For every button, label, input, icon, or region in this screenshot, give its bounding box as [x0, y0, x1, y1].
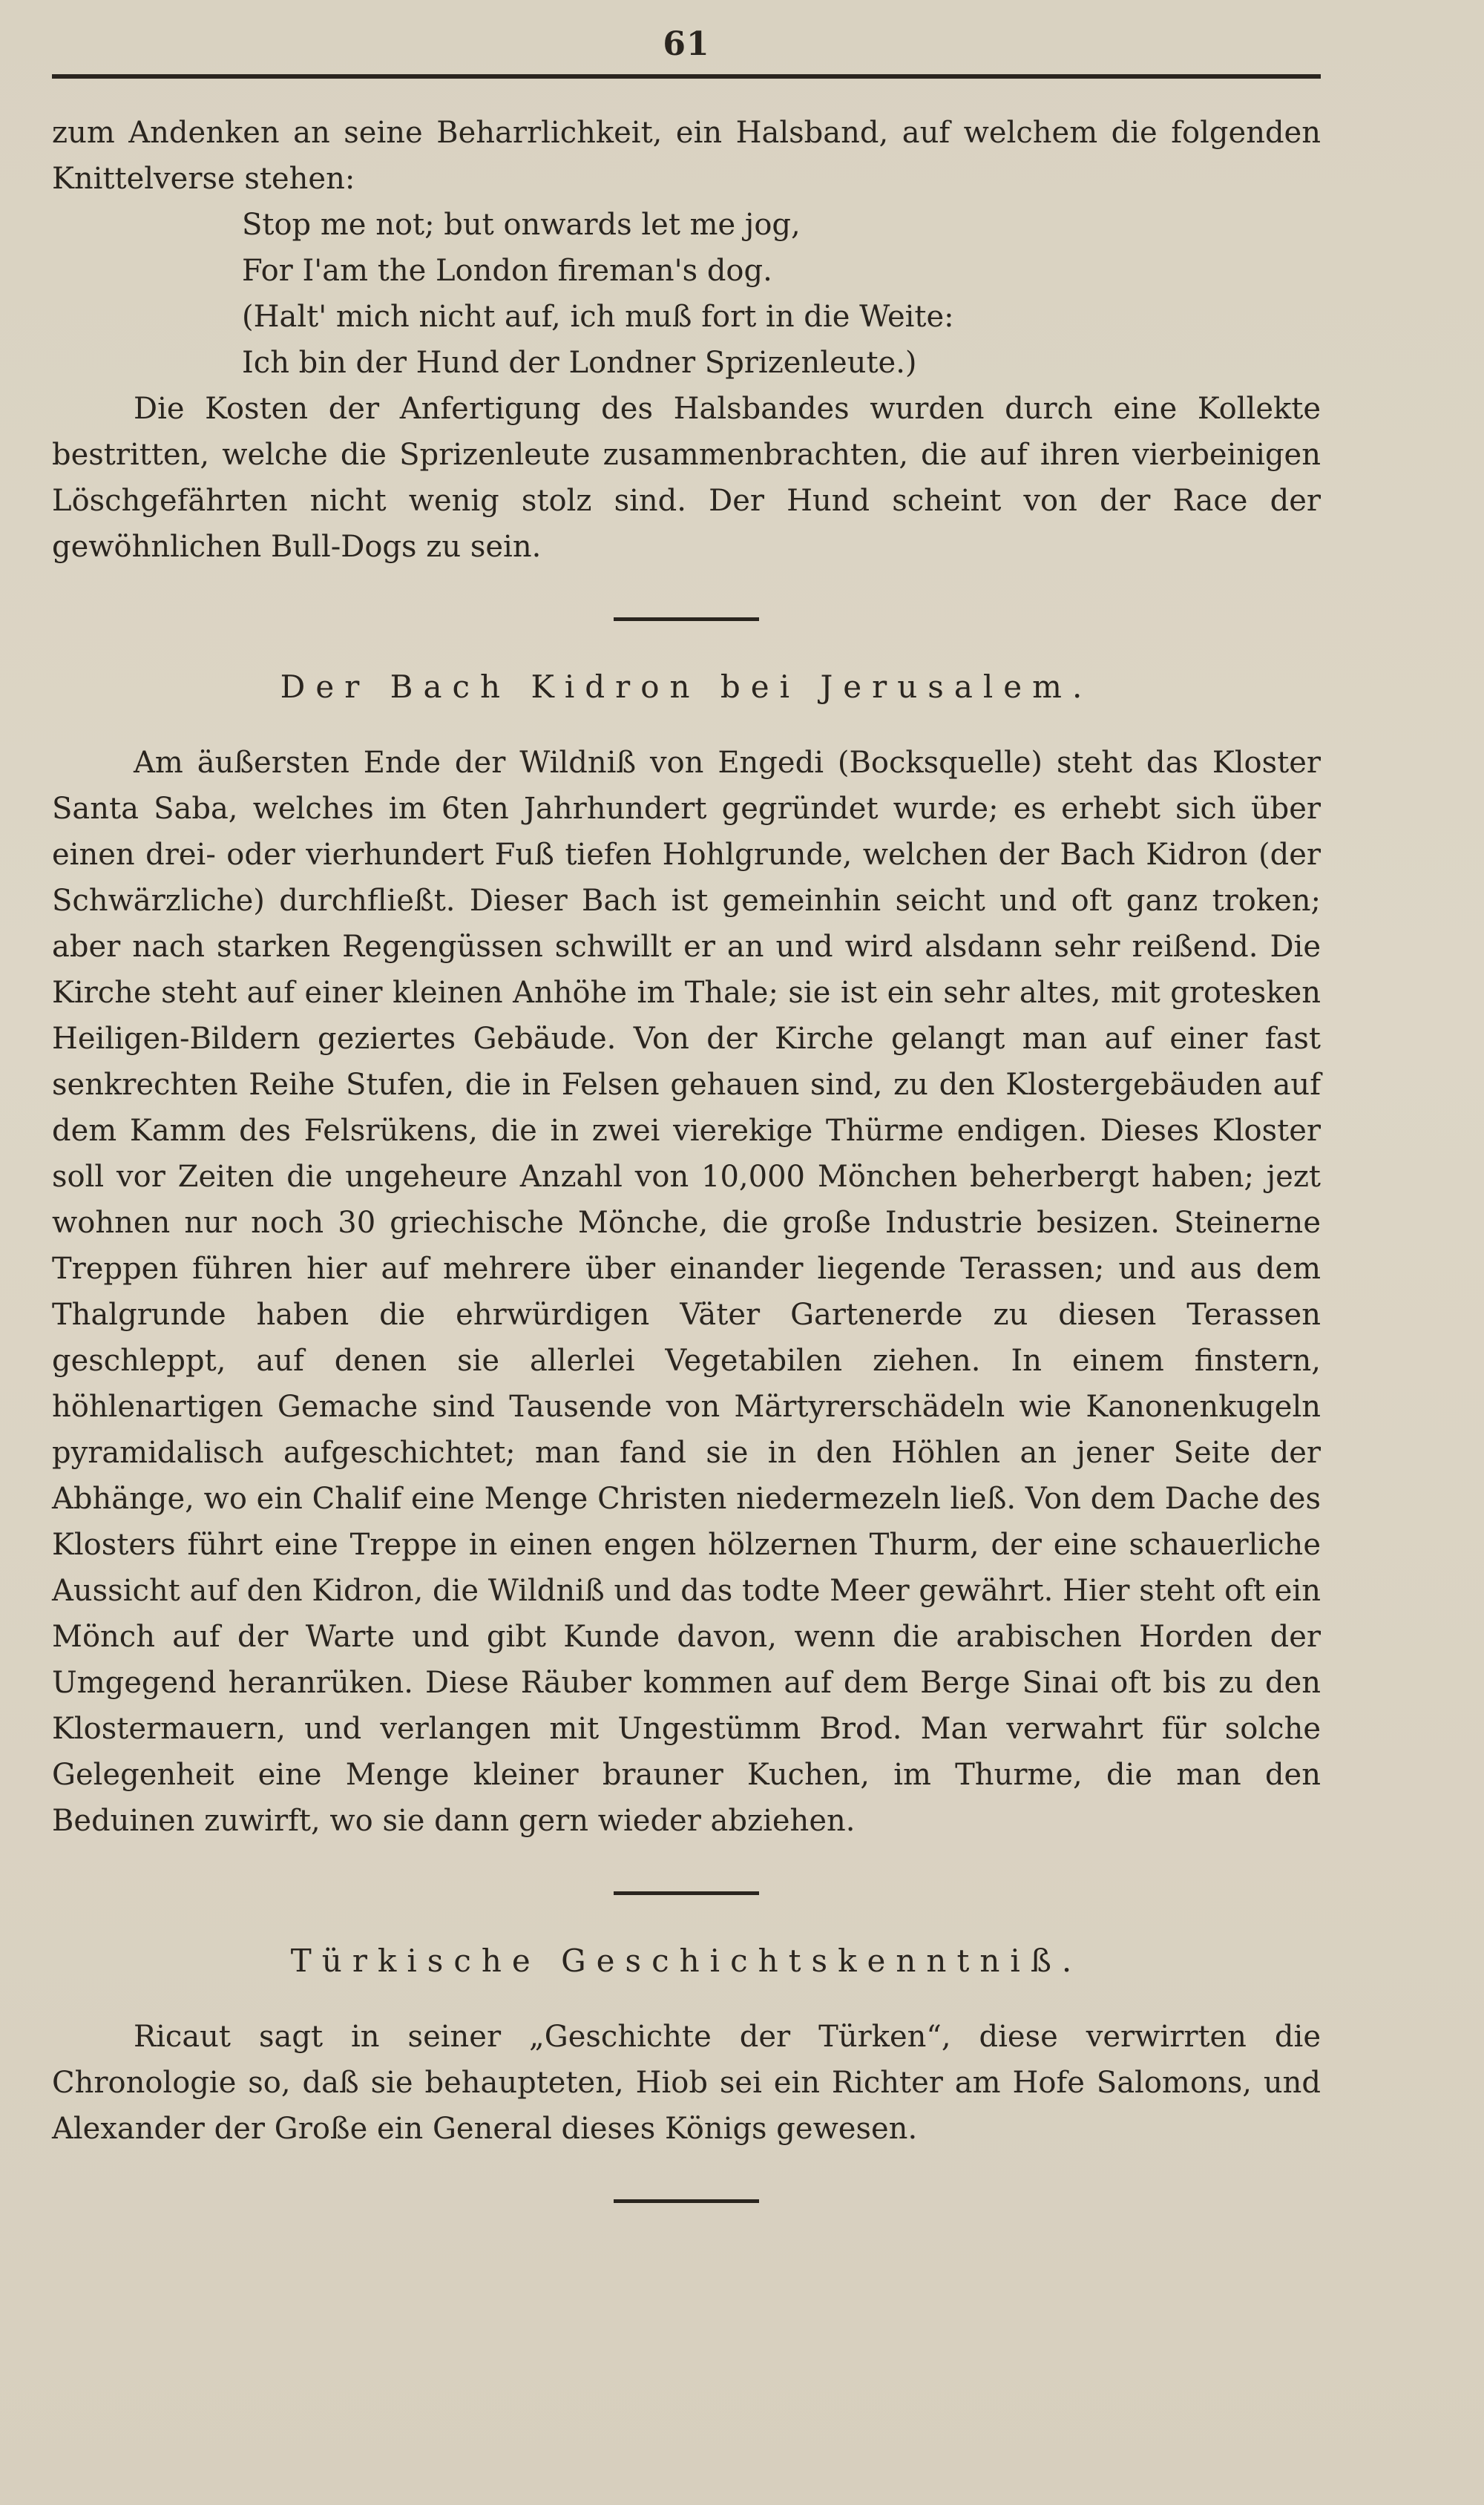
verse-english-line-2: For I'am the London fireman's dog.: [242, 254, 772, 288]
verse-german-line-1: (Halt' mich nicht auf, ich muß fort in die Weite:: [242, 300, 954, 334]
intro-closing-paragraph: Die Kosten der Anfertigung des Halsbandes wurden durch eine Kollekte bestritten, welche die Sprizenleute zusammenbrachten, die auf ihren vierbeinigen Löschgefährten nicht wenig stolz sind. Der Hund scheint von der Race der gewöhnlichen Bull-Dogs zu sein.: [52, 392, 1321, 564]
page-number: 61: [663, 25, 710, 63]
section-heading-kidron: Der Bach Kidron bei Jerusalem.: [280, 669, 1093, 705]
kidron-paragraph: Am äußersten Ende der Wildniß von Engedi (Bocksquelle) steht das Kloster Santa Saba, welches im 6ten Jahrhundert gegründet wurde; es erhebt sich über einen drei- oder vierhundert Fuß tiefen Hohlgrunde, welchen der Bach Kidron (der Schwärzliche) durchfließt. Dieser Bach ist gemeinhin seicht und oft ganz troken; aber nach starken Regengüssen schwillt er an und wird alsdann sehr reißend. Die Kirche steht auf einer kleinen Anhöhe im Thale; sie ist ein sehr altes, mit grotesken Heiligen-Bildern geziertes Gebäude. Von der Kirche gelangt man auf einer fast senkrechten Reihe Stufen, die in Felsen gehauen sind, zu den Klostergebäuden auf dem Kamm des Felsrükens, die in zwei vierekige Thürme endigen. Dieses Kloster soll vor Zeiten die ungeheure Anzahl von 10,000 Mönchen beherbergt haben; jezt wohnen nur noch 30 griechische Mönche, die große Industrie besizen. Steinerne Treppen führen hier auf mehrere über einander liegende Terassen; und aus dem Thalgrunde haben die ehrwürdigen Väter Gartenerde zu diesen Terassen geschleppt, auf denen sie allerlei Vegetabilen ziehen. In einem finstern, höhlenartigen Gemache sind Tausende von Märtyrerschädeln wie Kanonenkugeln pyramidalisch aufgeschichtet; man fand sie in den Höhlen an jener Seite der Abhänge, wo ein Chalif eine Menge Christen niedermezeln ließ. Von dem Dache des Klosters führt eine Treppe in einen engen hölzernen Thurm, der eine schauerliche Aussicht auf den Kidron, die Wildniß und das todte Meer gewährt. Hier steht oft ein Mönch auf der Warte und gibt Kunde davon, wenn die arabischen Horden der Umgegend heranrüken. Diese Räuber kommen auf dem Berge Sinai oft bis zu den Klostermauern, und verlangen mit Ungestümm Brod. Man verwahrt für solche Gelegenheit eine Menge kleiner brauner Kuchen, im Thurme, die man den Beduinen zuwirft, wo sie dann gern wieder abziehen.: [52, 746, 1321, 1838]
verse-german-line-2: Ich bin der Hund der Londner Sprizenleute.): [242, 346, 917, 380]
intro-lead-paragraph: zum Andenken an seine Beharrlichkeit, ein Halsband, auf welchem die folgenden Knittelverse stehen:: [52, 116, 1321, 196]
section-divider-3: [614, 2199, 759, 2203]
page-header: [52, 21, 1321, 80]
header-rule: [52, 74, 1321, 79]
page-body: [52, 110, 1321, 2203]
section-heading-turkish: Türkische Geschichtskenntniß.: [290, 1943, 1083, 1979]
verse-block: [52, 202, 1321, 386]
verse-english-line-1: Stop me not; but onwards let me jog,: [242, 208, 801, 242]
turkish-paragraph: Ricaut sagt in seiner „Geschichte der Türken“, diese verwirrten die Chronologie so, daß sie behaupteten, Hiob sei ein Richter am Hofe Salomons, und Alexander der Große ein General dieses Königs gewesen.: [52, 2020, 1321, 2146]
